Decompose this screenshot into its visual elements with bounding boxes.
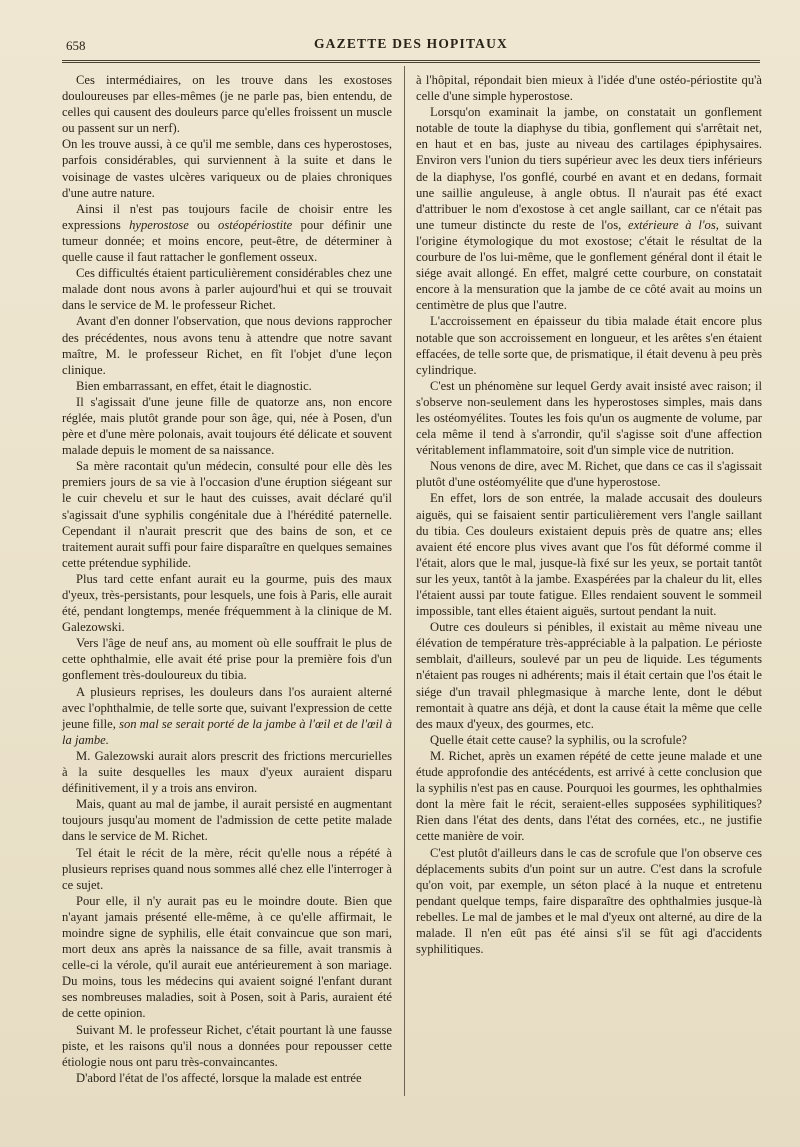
term-exterieure: extérieure à l'os, — [628, 217, 719, 232]
paragraph: On les trouve aussi, à ce qu'il me semble, dans ces hyperostoses, parfois considérables, qui surviennent à la suite et dans le voisinage de vastes ulcères variqueux ou de plaies chroniques d'une autre nature. — [62, 137, 392, 200]
paragraph: Sa mère racontait qu'un médecin, consulté pour elle dès les premiers jours de sa vie à l'occasion d'une éruption siégeant sur le cuir chevelu et sur le haut des cuisses, avait déclaré qu'il s'agissait d'une syphilis congénitale due à l'hérédité paternelle. Cependant il n'aurait prescrit que des bains de son, et ce traitement aurait suffi pour faire disparaître en quelques semaines cette prétendue syphilide. — [62, 459, 392, 570]
paragraph: D'abord l'état de l'os affecté, lorsque la malade est entrée — [76, 1070, 362, 1085]
right-column — [416, 72, 762, 957]
paragraph: M. Galezowski aurait alors prescrit des frictions mercurielles à la suite desquelles les maux d'yeux auraient disparu définitivement, il y a trois ans environ. — [62, 748, 392, 796]
term-osteoperiostite: ostéopériostite — [218, 217, 293, 232]
paragraph: M. Richet, après un examen répété de cette jeune malade et une étude approfondie des antécédents, est arrivé à cette conclusion que la syphilis n'est pas en cause. Pourquoi les gourmes, les ophthalmies dont la mère fait le récit, seraient-elles supposées syphilitiques? Rien dans l'état des dents, dans l'état des cornées, etc., ne justifie cette manière de voir. — [416, 748, 762, 844]
paragraph-text: suivant l'origine étymologique du mot exostose; c'était le résultat de la courbure de l'os lui-même, que le gonflement général dont il était le siége avait allongé. En effet, malgré cette courbure, on constatait encore à la mensuration que la jambe de ce côté avait au moins un centimètre de plus que l'autre. — [416, 217, 762, 313]
paragraph-text: A plusieurs reprises, les douleurs dans l'os auraient alterné avec l'ophthalmie, de telle sorte que, suivant l'expression de cette jeune fille, — [62, 684, 392, 731]
quoted-expression: son mal se serait porté de la jambe à l'œil et de l'œil à la jambe. — [62, 716, 392, 747]
paragraph: Plus tard cette enfant aurait eu la gourme, puis des maux d'yeux, très-persistants, pour lesquels, une fois à Paris, elle aurait été, pendant longtemps, menée fréquemment à la clinique de M. Galezowski. — [62, 571, 392, 635]
paragraph: Quelle était cette cause? la syphilis, ou la scrofule? — [430, 732, 688, 747]
paragraph: Ces difficultés étaient particulièrement considérables chez une malade dont nous avons à parler aujourd'hui et qui se trouvait dans le service de M. le professeur Richet. — [62, 266, 392, 313]
paragraph: à l'hôpital, répondait bien mieux à l'idée d'une ostéo-périostite qu'à celle d'une simple hyperostose. — [416, 73, 762, 104]
paragraph-text: ou — [197, 217, 210, 232]
paragraph-text: Lorsqu'on examinait la jambe, on constatait un gonflement notable de toute la diaphyse du tibia, gonflement qui s'arrêtait net, en haut et en bas, juste au niveau des cartilages épiphysaires. Environ vers l'union du tiers supérieur avec les deux tiers inférieurs de la diaphyse, l'os gonflé, courbé en avant et en dedans, formait une saillie anguleuse, à angle obtus. Il n'aurait pas été exact d'attribuer le nom d'exostose à cet angle saillant, car ce n'était pas une tumeur distincte du reste de l'os, — [416, 105, 762, 232]
page-header — [62, 36, 760, 56]
paragraph — [62, 684, 392, 748]
left-column — [62, 72, 392, 1086]
paragraph: Avant d'en donner l'observation, que nous devions rapprocher des précédentes, nous avons tenu à attendre que notre savant maître, M. le professeur Richet, en fît l'objet d'une leçon clinique. — [62, 314, 392, 377]
paragraph: Vers l'âge de neuf ans, au moment où elle souffrait le plus de cette ophthalmie, elle avait été prise pour la première fois d'un gonflement très-douloureux du tibia. — [62, 636, 392, 683]
paragraph — [62, 201, 392, 265]
paragraph: Outre ces douleurs si pénibles, il existait au même niveau une élévation de température très-appréciable à la palpation. Le périoste semblait, d'ailleurs, soulevé par un peu de liquide. Les téguments n'étaient pas rouges ni adhérents; mais il était certain que l'os était le siége d'un travail phlegmasique à marche lente, dont le début remontait à quatre ans déjà, et dont la cause était la même que celle des maux d'yeux, des gourmes, etc. — [416, 620, 762, 731]
paragraph — [416, 104, 762, 313]
paragraph: Bien embarrassant, en effet, était le diagnostic. — [76, 378, 312, 393]
paragraph: Tel était le récit de la mère, récit qu'elle nous a répété à plusieurs reprises quand nous sommes allé chez elle l'interroger à ce sujet. — [62, 845, 392, 892]
paragraph: Ces intermédiaires, on les trouve dans les exostoses douloureuses par elles-mêmes (je ne parle pas, bien entendu, de celles qui causent des douleurs parce qu'elles froissent un muscle ou passent sur un nerf). — [62, 73, 392, 136]
paragraph: C'est un phénomène sur lequel Gerdy avait insisté avec raison; il s'observe non-seulement dans les hyperostoses simples, mais dans les ostéomyélites. Toutes les fois qu'un os augmente de volume, par cela même il tend à s'arrondir, qu'il s'agisse soit d'une affection véritablement inflammatoire, soit d'un simple vice de nutrition. — [416, 378, 762, 458]
page-number: 658 — [66, 38, 86, 53]
paragraph: C'est plutôt d'ailleurs dans le cas de scrofule que l'on observe ces déplacements subits d'un point sur un autre. C'est dans la scrofule qu'on voit, par exemple, un séton placé à la nuque et entretenu pendant quelque temps, faire disparaître des ophthalmies jusque-là rebelles. Le mal de jambes et le mal d'yeux ont alterné, au dire de la malade. Il n'en eût pas été ainsi s'il se fût agi d'accidents syphilitiques. — [416, 845, 762, 957]
paragraph: Pour elle, il n'y aurait pas eu le moindre doute. Bien que n'ayant jamais présenté elle-même, à ce qu'elle affirmait, le moindre signe de syphilis, elle était convaincue que son mari, mort deux ans après la naissance de sa fille, avait transmis à celle-ci la vérole, qu'il aurait eue antérieurement à son mariage. Du moins, tous les médecins qui avaient soigné l'enfant durant ses nombreuses maladies, soit à Posen, soit à Paris, auraient été de cette opinion. — [62, 893, 392, 1021]
paragraph: Suivant M. le professeur Richet, c'était pourtant là une fausse piste, et les raisons qu'il nous a données pour repousser cette étiologie nous ont paru très-convaincantes. — [62, 1022, 392, 1069]
paragraph-text: pour définir une tumeur donnée; et moins encore, peut-être, de déterminer à quelle cause il faut rattacher le gonflement osseux. — [62, 217, 393, 265]
paragraph: Il s'agissait d'une jeune fille de quatorze ans, non encore réglée, mais plutôt grande pour son âge, qui, née à Posen, d'un père et d'une mère polonais, avait toujours été délicate et souvent malade depuis le moment de sa naissance. — [62, 394, 392, 458]
paragraph: En effet, lors de son entrée, la malade accusait des douleurs aiguës, qui se faisaient sentir particulièrement vers l'angle saillant du tibia. Ces douleurs existaient depuis près de quatre ans; elles avaient été encore plus vives avant que l'os fût déformé comme il l'était, alors que le mal, jusque-là fixé sur les yeux, se portait tantôt sur les yeux, tantôt à la jambe. Exaspérées par la chaleur du lit, elles l'étaient aussi par toute fatigue. Elles rendaient souvent le sommeil impossible, tant elles étaient aiguës, surtout pendant la nuit. — [416, 491, 762, 619]
paragraph-text: Ainsi il n'est pas toujours facile de choisir entre les expressions — [62, 201, 392, 232]
paragraph: L'accroissement en épaisseur du tibia malade était encore plus notable que son accroissement en longueur, et les arêtes s'en étaient effacées, de telle sorte que, de prismatique, il était devenu à peu près cylindrique. — [416, 314, 762, 377]
header-rule — [62, 60, 760, 63]
paragraph: Mais, quant au mal de jambe, il aurait persisté en augmentant toujours jusqu'au moment de l'admission de cette petite malade dans le service de M. Richet. — [62, 797, 392, 844]
journal-title: GAZETTE DES HOPITAUX — [313, 36, 509, 51]
term-hyperostose: hyperostose — [129, 217, 189, 232]
column-divider — [404, 66, 405, 1096]
paragraph: Nous venons de dire, avec M. Richet, que dans ce cas il s'agissait plutôt d'une ostéomyélite que d'une hyperostose. — [416, 459, 762, 490]
